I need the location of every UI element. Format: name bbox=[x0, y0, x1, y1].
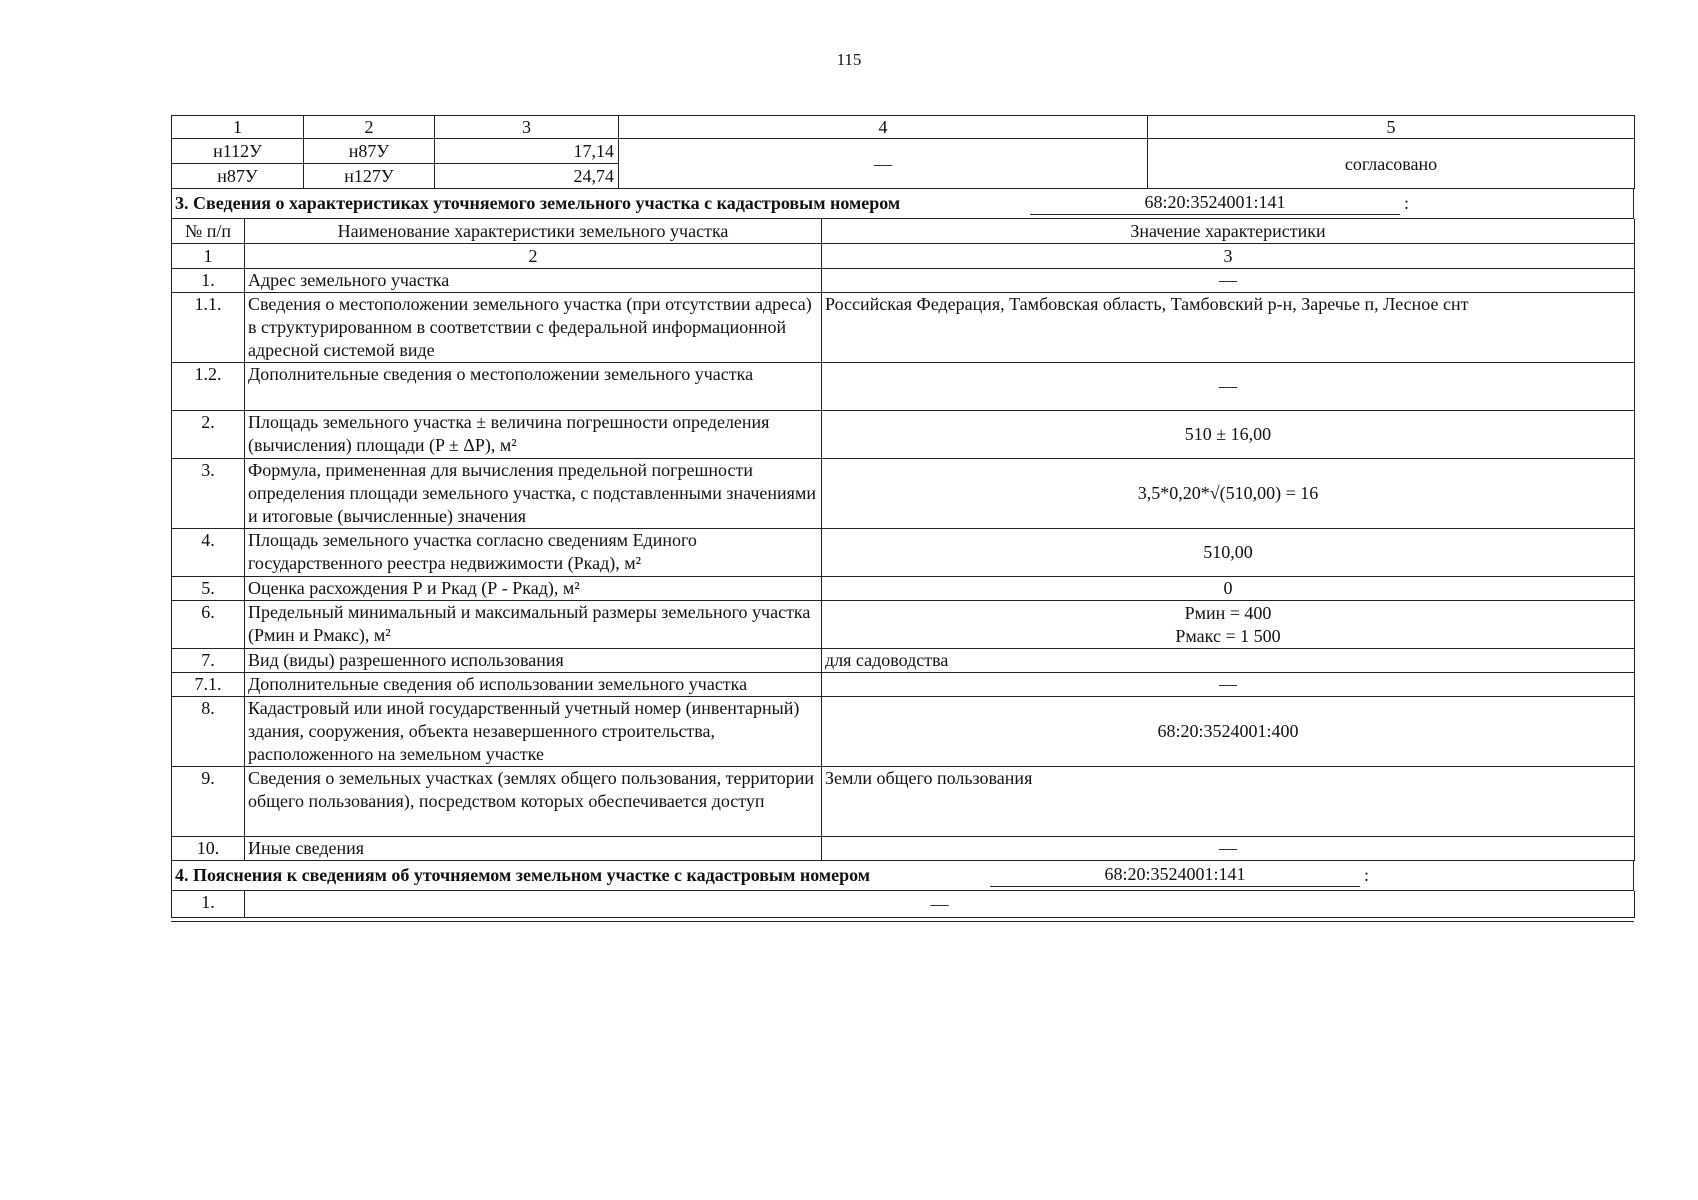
segment-length: 24,74 bbox=[435, 164, 619, 189]
row-value: 0 bbox=[822, 577, 1635, 601]
row-num: 2. bbox=[172, 411, 245, 459]
segment-length: 17,14 bbox=[435, 139, 619, 164]
table-row bbox=[172, 891, 1635, 918]
document-body bbox=[171, 115, 1634, 922]
row-name: Предельный минимальный и максимальный размеры земельного участка (Рмин и Рмакс), м² bbox=[245, 601, 822, 649]
boundary-table bbox=[171, 115, 1635, 189]
row-num: 3. bbox=[172, 459, 245, 529]
row-num: 1. bbox=[172, 891, 245, 918]
row-value: 3,5*0,20*√(510,00) = 16 bbox=[822, 459, 1635, 529]
table-row bbox=[172, 767, 1635, 837]
section-4-colon: : bbox=[1364, 865, 1370, 885]
row-num: 1.1. bbox=[172, 293, 245, 363]
row-name: Площадь земельного участка ± величина погрешности определения (вычисления) площади (P ± ΔP), м² bbox=[245, 411, 822, 459]
table-row bbox=[172, 837, 1635, 861]
point-from: н87У bbox=[172, 164, 304, 189]
table-row bbox=[172, 601, 1635, 649]
row-num: 1. bbox=[172, 269, 245, 293]
table-row bbox=[172, 459, 1635, 529]
section-4-title: 4. Пояснения к сведениям об уточняемом земельном участке с кадастровым номером bbox=[175, 865, 871, 885]
row-num: 7.1. bbox=[172, 673, 245, 697]
point-to: н127У bbox=[304, 164, 435, 189]
characteristics-table bbox=[171, 219, 1635, 861]
row-value: — bbox=[822, 363, 1635, 411]
row-value: 68:20:3524001:400 bbox=[822, 697, 1635, 767]
row-name: Вид (виды) разрешенного использования bbox=[245, 649, 822, 673]
agreement-status: согласовано bbox=[1148, 139, 1635, 189]
row-num: 9. bbox=[172, 767, 245, 837]
row-num: 5. bbox=[172, 577, 245, 601]
row-num: 4. bbox=[172, 529, 245, 577]
header-cell: 3 bbox=[435, 116, 619, 139]
header-name: Наименование характеристики земельного участка bbox=[245, 219, 822, 244]
header-cell: 4 bbox=[619, 116, 1148, 139]
header-cell: 5 bbox=[1148, 116, 1635, 139]
table-row bbox=[172, 577, 1635, 601]
header-value: Значение характеристики bbox=[822, 219, 1635, 244]
row-name: Сведения о земельных участках (землях общего пользования, территории общего пользования), посредством которых обеспечивается доступ bbox=[245, 767, 822, 837]
row-value: для садоводства bbox=[822, 649, 1635, 673]
table-row bbox=[172, 363, 1635, 411]
row-num: 7. bbox=[172, 649, 245, 673]
point-from: н112У bbox=[172, 139, 304, 164]
index-cell: 1 bbox=[172, 244, 245, 269]
table-row bbox=[172, 269, 1635, 293]
max-size-value: Рмакс = 1 500 bbox=[1175, 625, 1281, 646]
table-row bbox=[172, 697, 1635, 767]
table-row bbox=[172, 411, 1635, 459]
row-num: 6. bbox=[172, 601, 245, 649]
row-value: — bbox=[822, 269, 1635, 293]
table-row bbox=[172, 649, 1635, 673]
header-cell: 2 bbox=[304, 116, 435, 139]
table-row bbox=[172, 529, 1635, 577]
table-row bbox=[172, 673, 1635, 697]
page-number: 115 bbox=[836, 50, 862, 69]
characteristics-header-row bbox=[172, 219, 1635, 244]
boundary-table-header-row bbox=[172, 116, 1635, 139]
row-value-limits bbox=[822, 601, 1635, 649]
index-cell: 3 bbox=[822, 244, 1635, 269]
section-3-heading bbox=[171, 189, 1634, 219]
row-name: Дополнительные сведения о местоположении земельного участка bbox=[245, 363, 822, 411]
row-value: 510,00 bbox=[822, 529, 1635, 577]
row-value: — bbox=[245, 891, 1635, 918]
table-row bbox=[172, 293, 1635, 363]
row-name: Адрес земельного участка bbox=[245, 269, 822, 293]
row-name: Сведения о местоположении земельного участка (при отсутствии адреса) в структурированном в соответствии с федеральной информационной адресной системой виде bbox=[245, 293, 822, 363]
row-name: Оценка расхождения Р и Ркад (Р - Ркад), м² bbox=[245, 577, 822, 601]
row-num: 8. bbox=[172, 697, 245, 767]
row-num: 1.2. bbox=[172, 363, 245, 411]
header-cell: 1 bbox=[172, 116, 304, 139]
index-cell: 2 bbox=[245, 244, 822, 269]
section-3-title: 3. Сведения о характеристиках уточняемого земельного участка с кадастровым номером bbox=[175, 193, 901, 213]
row-value: Российская Федерация, Тамбовская область, Тамбовский р-н, Заречье п, Лесное снт bbox=[822, 293, 1635, 363]
column-4-value: — bbox=[619, 139, 1148, 189]
section-3-cadastral-number: 68:20:3524001:141 bbox=[1030, 190, 1400, 215]
row-name: Формула, примененная для вычисления предельной погрешности определения площади земельного участка, с подставленными значениями и итоговые (вычисленные) значения bbox=[245, 459, 822, 529]
table-bottom-border bbox=[171, 918, 1634, 922]
section-4-heading bbox=[171, 861, 1634, 891]
section-4-cadastral-number: 68:20:3524001:141 bbox=[990, 862, 1360, 887]
section-3-colon: : bbox=[1404, 193, 1410, 213]
explanations-table bbox=[171, 891, 1635, 918]
min-size-value: Рмин = 400 bbox=[1184, 602, 1272, 623]
header-num: № п/п bbox=[172, 219, 245, 244]
row-value: — bbox=[822, 837, 1635, 861]
row-name: Кадастровый или иной государственный учетный номер (инвентарный) здания, сооружения, объекта незавершенного строительства, расположенного на земельном участке bbox=[245, 697, 822, 767]
row-num: 10. bbox=[172, 837, 245, 861]
row-value: Земли общего пользования bbox=[822, 767, 1635, 837]
point-to: н87У bbox=[304, 139, 435, 164]
row-value: 510 ± 16,00 bbox=[822, 411, 1635, 459]
row-name: Иные сведения bbox=[245, 837, 822, 861]
row-name: Площадь земельного участка согласно сведениям Единого государственного реестра недвижимости (Ркад), м² bbox=[245, 529, 822, 577]
row-name: Дополнительные сведения об использовании земельного участка bbox=[245, 673, 822, 697]
row-value: — bbox=[822, 673, 1635, 697]
characteristics-index-row bbox=[172, 244, 1635, 269]
table-row bbox=[172, 139, 1635, 164]
